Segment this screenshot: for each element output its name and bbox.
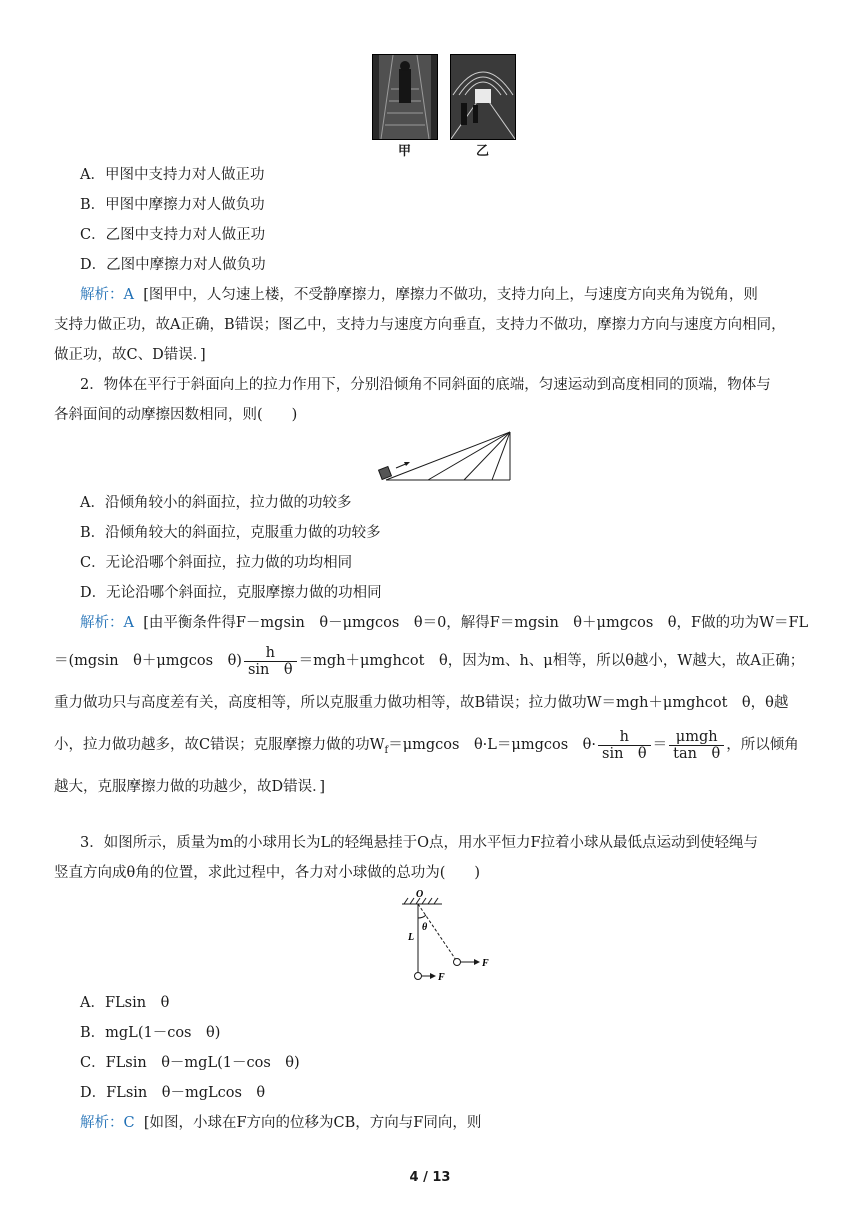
- q1-analysis-line-1: 解析：A [图甲中，人匀速上楼，不受静摩擦力，摩擦力不做功，支持力向上，与速度方向夹角为锐角，则: [80, 287, 758, 303]
- q1-option-a: A．甲图中支持力对人做正功: [80, 167, 265, 183]
- analysis-label: 解析：: [80, 1115, 124, 1131]
- q1-option-c: C．乙图中支持力对人做正功: [80, 227, 266, 243]
- q3-option-a: A．FLsin θ: [80, 995, 170, 1011]
- label-F-bottom: F: [438, 972, 445, 983]
- inclines-diagram: [376, 430, 516, 484]
- fraction-h-over-sin: $\frac{h}{\text{sin θ}}$: [244, 645, 297, 678]
- q2-stem-line-2: 各斜面间的动摩擦因数相同，则( ): [54, 407, 298, 423]
- analysis-answer: C: [123, 1115, 135, 1131]
- q2-option-a: A．沿倾角较小的斜面拉，拉力做的功较多: [80, 495, 352, 511]
- escalator-photo-jia: [372, 54, 438, 140]
- q1-analysis-line-2: 支持力做正功，故A正确，B错误；图乙中，支持力与速度方向垂直，支持力不做功，摩擦力方向与速度方向相同，: [54, 317, 786, 333]
- q3-option-d: D．FLsin θ－mgLcos θ: [80, 1085, 266, 1101]
- q2-stem-line-1: 2．物体在平行于斜面向上的拉力作用下，分别沿倾角不同斜面的底端，匀速运动到高度相同的顶端，物体与: [80, 377, 771, 393]
- q3-option-b: B．mgL(1－cos θ): [80, 1025, 221, 1041]
- q2-analysis-line-1: 解析：A [由平衡条件得F－mgsin θ－μmgcos θ＝0，解得F＝mgsin θ＋μmgcos θ，F做的功为W＝FL: [80, 615, 809, 631]
- page-number: 4 / 13: [409, 1170, 451, 1185]
- caption-jia: 甲: [398, 144, 412, 159]
- q2-analysis-line-2: ＝(mgsin θ＋μmgcos θ) $\frac{h}{\text{sin θ}}$ ＝mgh＋μmghcot θ，因为m、h、μ相等，所以θ越小，W越大，故A正确；: [54, 644, 805, 678]
- q2-analysis-line-3: 重力做功只与高度差有关，高度相等，所以克服重力做功相等，故B错误；拉力做功W＝mgh＋μmghcot θ，θ越: [54, 695, 789, 711]
- analysis-label: 解析：: [80, 287, 124, 303]
- label-O: O: [416, 890, 424, 900]
- q2-analysis-line-5: 越大，克服摩擦力做的功越少，故D错误．]: [54, 779, 326, 795]
- fraction-umgh-over-tan: $\frac{\text{μmgh}}{\text{tan θ}}$: [669, 729, 724, 762]
- q2-analysis-line-4: 小，拉力做功越多，故C错误；克服摩擦力做的功$W_f=\mu mgcos$ θ·L＝μmgcos θ· $\frac{h}{\text{sin θ}}$ ＝ $\frac{\text{μmgh}}{\text{tan θ}}$ ，所以倾角: [54, 728, 799, 762]
- label-L: L: [408, 932, 415, 943]
- q3-stem-line-2: 竖直方向成θ角的位置，求此过程中，各力对小球做的总功为( ): [54, 865, 481, 881]
- caption-yi: 乙: [476, 144, 490, 159]
- q1-option-b: B．甲图中摩擦力对人做负功: [80, 197, 265, 213]
- q2-option-c: C．无论沿哪个斜面拉，拉力做的功均相同: [80, 555, 353, 571]
- analysis-answer: A: [123, 615, 134, 631]
- label-theta: θ: [422, 922, 428, 933]
- q2-option-b: B．沿倾角较大的斜面拉，克服重力做的功较多: [80, 525, 381, 541]
- pendulum-diagram: [396, 890, 506, 986]
- q1-analysis-line-3: 做正功，故C、D错误．]: [54, 347, 206, 363]
- moving-walkway-photo-yi: [450, 54, 516, 140]
- q2-option-d: D．无论沿哪个斜面拉，克服摩擦力做的功相同: [80, 585, 382, 601]
- analysis-label: 解析：: [80, 615, 124, 631]
- analysis-answer: A: [123, 287, 134, 303]
- fraction-h-over-sin-2: $\frac{h}{\text{sin θ}}$: [598, 729, 651, 762]
- q3-stem-line-1: 3．如图所示，质量为m的小球用长为L的轻绳悬挂于O点，用水平恒力F拉着小球从最低点运动到使轻绳与: [80, 835, 759, 851]
- q3-analysis-line-1: 解析：C [如图，小球在F方向的位移为CB，方向与F同向，则: [80, 1115, 482, 1131]
- q1-option-d: D．乙图中摩擦力对人做负功: [80, 257, 266, 273]
- label-F-right: F: [482, 958, 489, 969]
- q3-option-c: C．FLsin θ－mgL(1－cos θ): [80, 1055, 300, 1071]
